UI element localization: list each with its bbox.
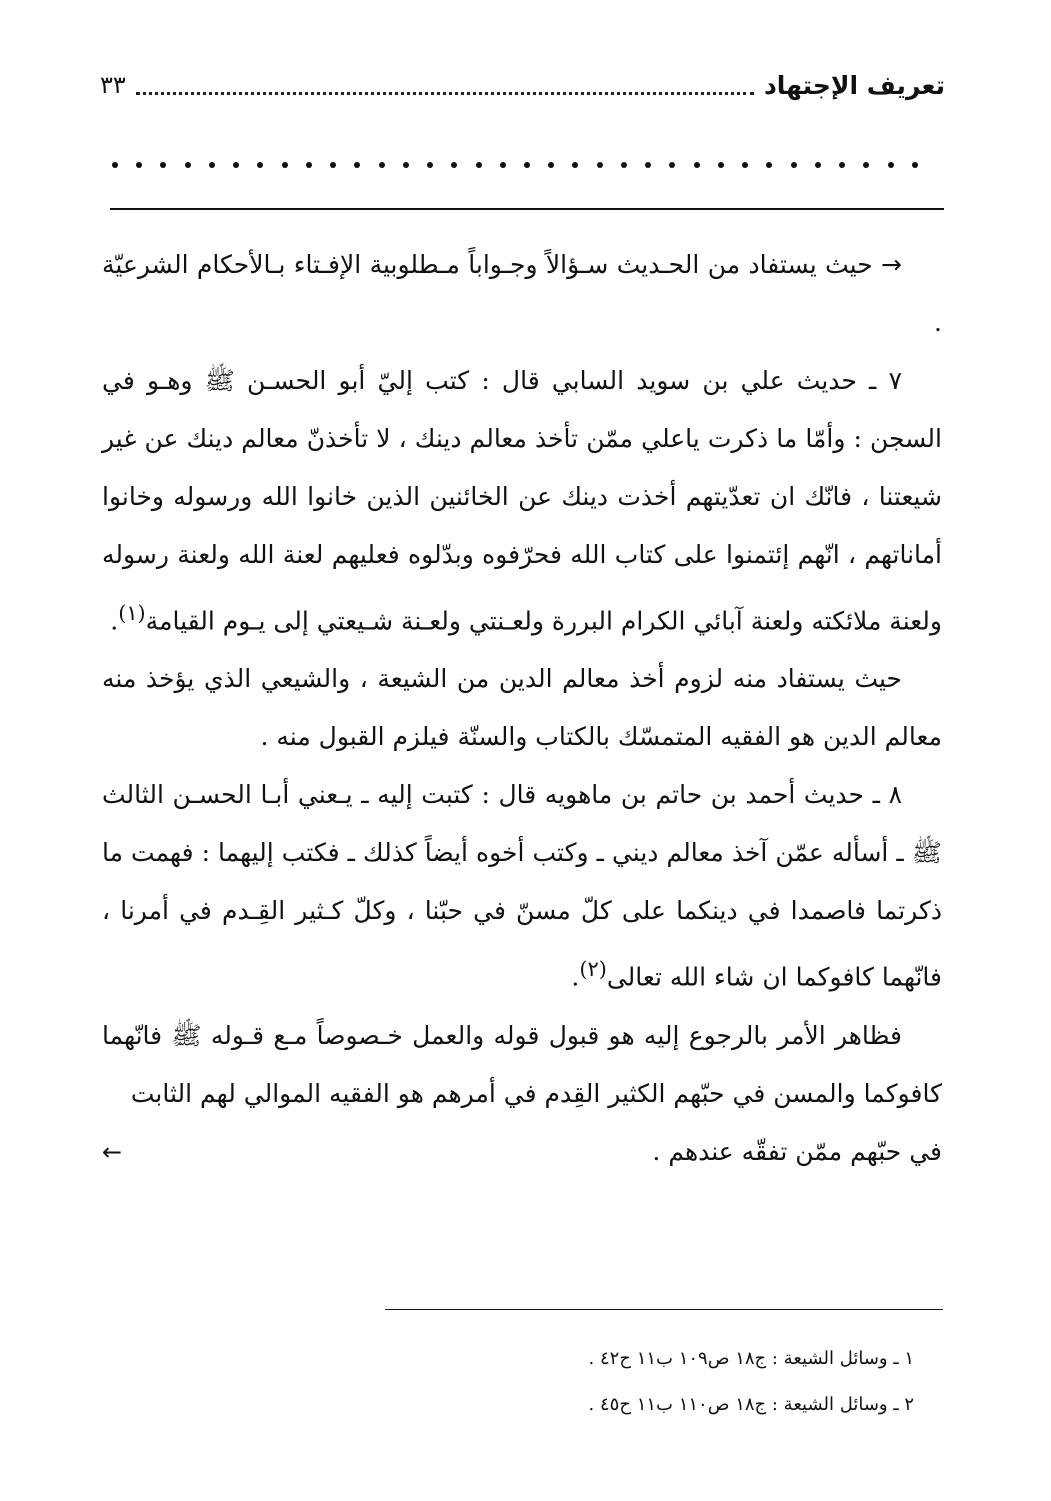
footnote: ٢ ـ وسائل الشيعة : ج١٨ ص١١٠ ب١١ ح٤٥ . [588,1394,914,1415]
footnote-rule [385,1309,943,1310]
footnotes [402,1336,914,1428]
next-page-arrow-icon: ← [102,1137,123,1166]
footnote-ref: (٢) [579,957,607,982]
paragraph: → حيث يستفاد من الحـديث سـؤالاً وجـواباً مـطلوبية الإفـتاء بـالأحكام الشرعيّة . [102,250,942,337]
paragraph: حيث يستفاد منه لزوم أخذ معالم الدين من الشيعة ، والشيعي الذي يؤخذ منه معالم الدين هو الفقيه المتمسّك بالكتاب والسنّة فيلزم القبول منه . [102,664,942,752]
page-number: ٣٣ [100,71,126,99]
continuation-arrow-icon: → [881,250,902,279]
paragraph: فظاهر الأمر بالرجوع إليه هو قبول قوله والعمل خـصوصاً مـع قـوله ﷺ فانّهما كافوكما والمسن في حبّهم الكثير القِدم في أمرهم هو الفقيه الموالي لهم الثابت [102,1020,942,1108]
running-header [100,60,945,110]
header-rule [110,208,944,210]
dotted-leader [136,92,754,95]
dot-ornament [112,150,918,180]
main-text [102,236,942,1181]
chapter-title: تعريف الإجتهاد [763,70,945,100]
footnote-ref: (١) [118,601,146,625]
paragraph-last-line: في حبّهم ممّن تفقّه عندهم . ← [102,1123,942,1181]
footnote: ١ ـ وسائل الشيعة : ج١٨ ص١٠٩ ب١١ ح٤٢ . [588,1348,914,1369]
paragraph: ٨ ـ حديث أحمد بن حاتم بن ماهويه قال : كتبت إليه ـ يـعني أبـا الحسـن الثالث ﷺ ـ أسأله عمّن آخذ معالم ديني ـ وكتب أخوه أيضاً كذلك ـ فكتب إليهما : فهمت ما ذكرتما فاصمدا في دينكما على كلّ مسنّ في حبّنا ، وكلّ كـثير القِـدم في أمرنا ، فانّهما كافوكما ان شاء الله تعالى$^{(٢)}$. [102,780,942,992]
paragraph: ٧ ـ حديث علي بن سويد السابي قال : كتب إليّ أبو الحسـن ﷺ وهـو في السجن : وأمّا ما ذكرت ياعلي ممّن تأخذ معالم دينك ، لا تأخذنّ معالم دينك عن غير شيعتنا ، فانّك ان تعدّيتهم أخذت دينك عن الخائنين الذين خانوا الله ورسوله وخانوا أماناتهم ، انّهم إئتمنوا على كتاب الله فحرّفوه وبدّلوه فعليهم لعنة الله ولعنة رسوله ولعنة ملائكته ولعنة آبائي الكرام البررة ولعـنتي ولعـنة شـيعتي إلى يـوم القيامة$^{(١)}$. [102,366,942,636]
